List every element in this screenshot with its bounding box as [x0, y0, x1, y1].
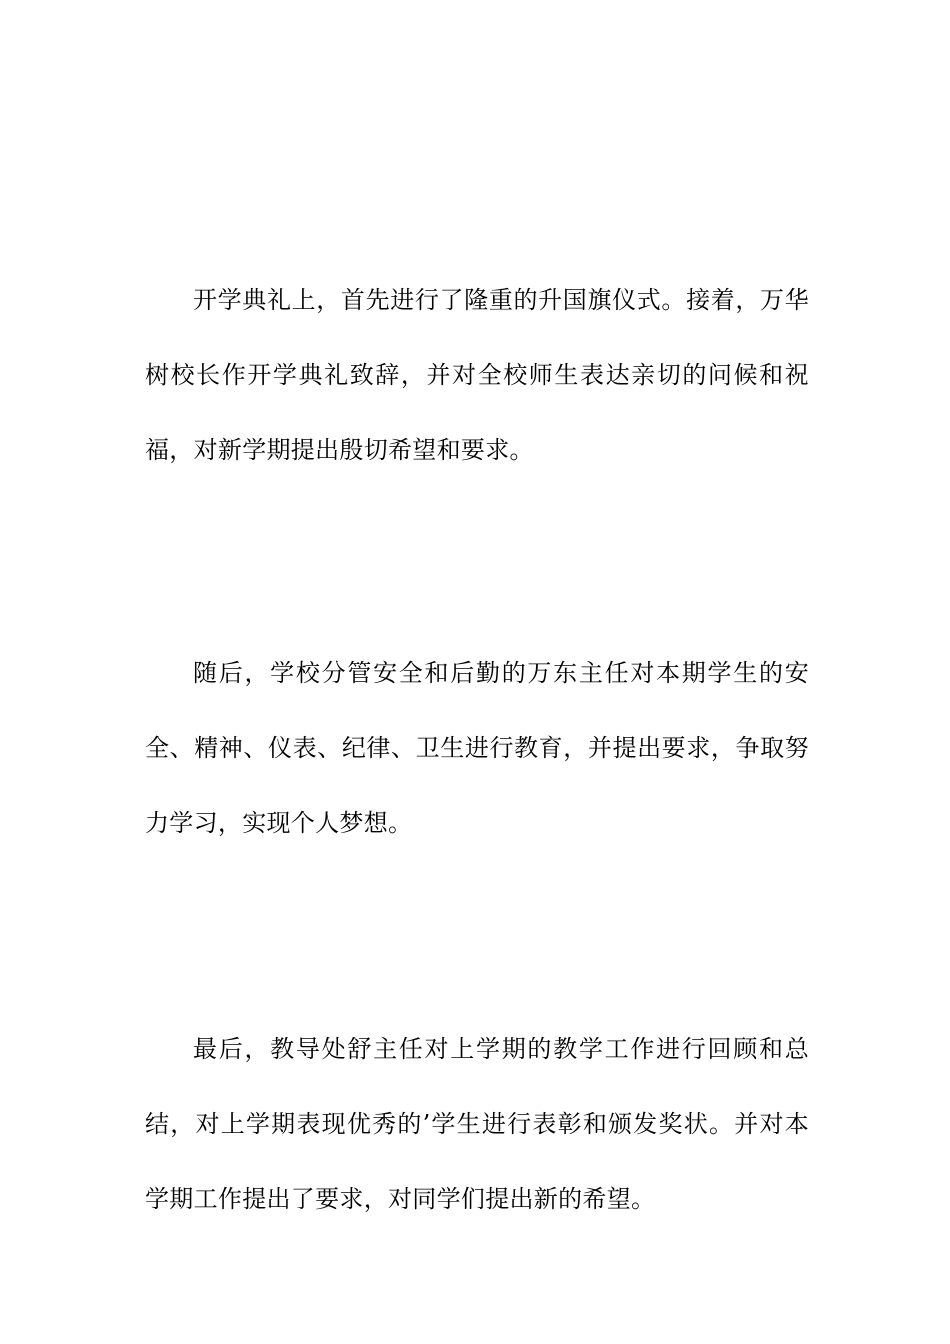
- paragraph-teaching-review: 最后，教导处舒主任对上学期的教学工作进行回顾和总结，对上学期表现优秀的’学生进行表彰和颁发奖状。并对本学期工作提出了要求，对同学们提出新的希望。: [145, 1035, 809, 1213]
- paragraph-opening-ceremony: 开学典礼上，首先进行了隆重的升国旗仪式。接着，万华树校长作开学典礼致辞，并对全校师生表达亲切的问候和祝福，对新学期提出殷切希望和要求。: [145, 286, 809, 464]
- paragraph-safety-education: 随后，学校分管安全和后勤的万东主任对本期学生的安全、精神、仪表、纪律、卫生进行教育，并提出要求，争取努力学习，实现个人梦想。: [145, 659, 809, 837]
